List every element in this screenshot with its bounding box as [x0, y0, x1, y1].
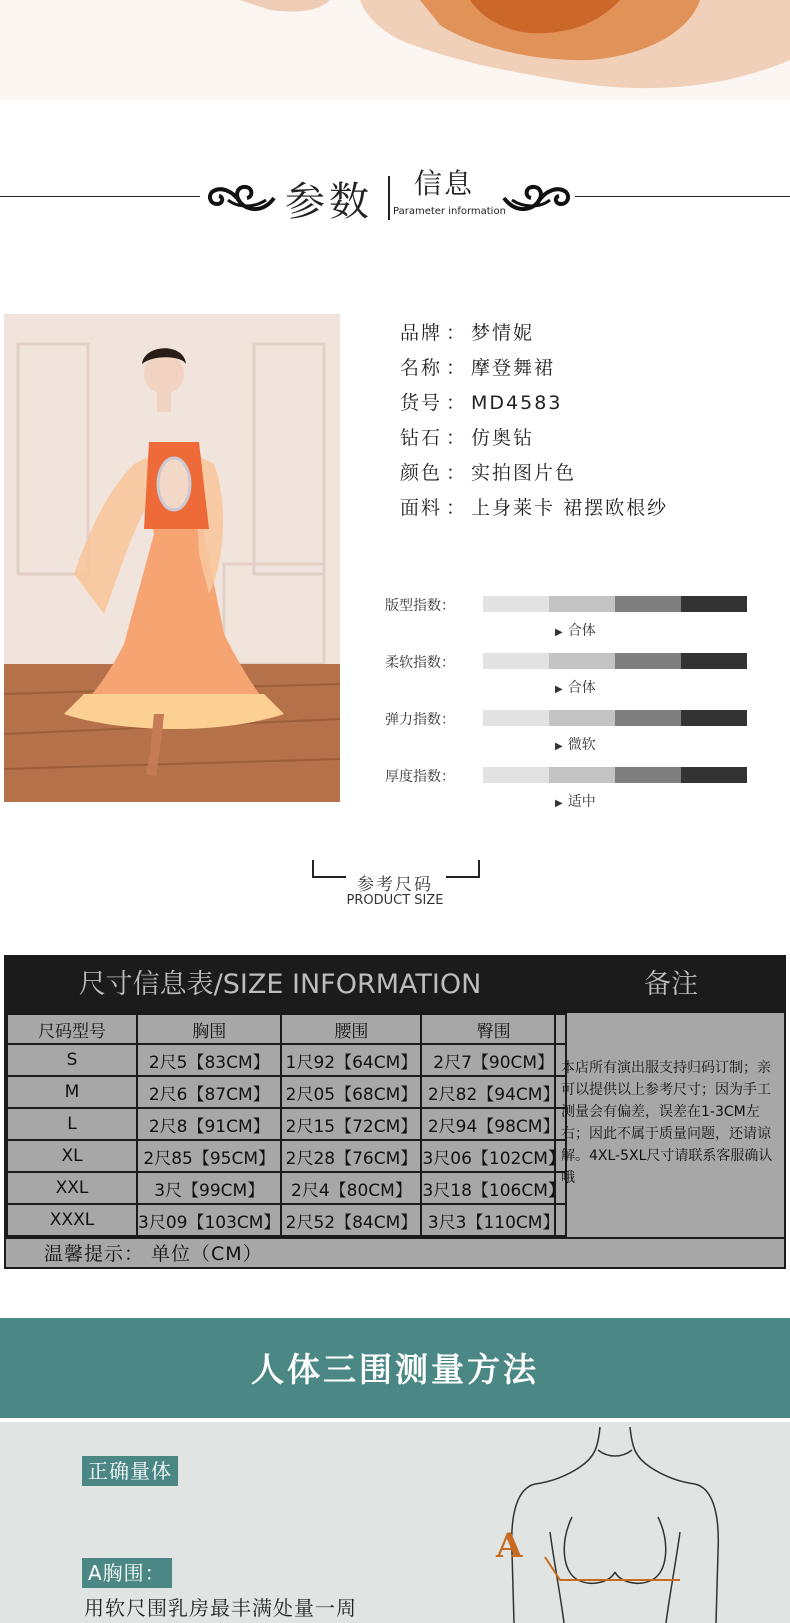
scale-segment-2 [549, 653, 615, 669]
header-divider [388, 176, 390, 220]
cell-waist: 2尺05【68CM】 [281, 1076, 421, 1108]
cell-bust: 2尺6【87CM】 [137, 1076, 281, 1108]
spec-row-brand [400, 316, 668, 351]
cell-size: L [7, 1108, 137, 1140]
column-header-hip: 臀围 [421, 1014, 565, 1044]
spec-list [400, 316, 668, 526]
unit-tip: 温馨提示： 单位（CM） [44, 1243, 263, 1265]
spec-label: 颜色 [400, 462, 443, 484]
spec-separator: ： [446, 497, 468, 519]
body-outline-figure [480, 1422, 790, 1623]
column-header-size: 尺码型号 [7, 1014, 137, 1044]
index-value-text: 微软 [567, 737, 596, 753]
product-size-title-en: PRODUCT SIZE [346, 893, 444, 908]
index-scale-bar [483, 596, 747, 612]
index-scale-bar [483, 653, 747, 669]
header-title-cn-big: 参数 [285, 179, 373, 225]
index-value [555, 620, 596, 640]
scale-segment-1 [483, 767, 549, 783]
cell-hip: 2尺7【90CM】 [421, 1044, 565, 1076]
cell-bust: 2尺5【83CM】 [137, 1044, 281, 1076]
swirl-ornament-right-icon [500, 178, 570, 214]
scale-segment-3 [615, 653, 681, 669]
header-title-cn-small: 信息 [414, 167, 475, 200]
spec-separator: ： [446, 427, 468, 449]
table-row [7, 1108, 566, 1140]
spec-separator: ： [446, 357, 468, 379]
scale-segment-2 [549, 710, 615, 726]
dancer-dress-image [4, 314, 340, 802]
index-label: 柔软指数： [385, 655, 455, 671]
scale-segment-4 [681, 710, 747, 726]
cell-waist: 2尺52【84CM】 [281, 1204, 421, 1236]
cell-waist: 1尺92【64CM】 [281, 1044, 421, 1076]
scale-segment-1 [483, 710, 549, 726]
spec-value: 上身莱卡 裙摆欧根纱 [471, 497, 669, 519]
spec-label: 货号 [400, 392, 443, 414]
spec-value: 梦情妮 [471, 322, 535, 344]
table-row [7, 1044, 566, 1076]
index-label: 弹力指数： [385, 712, 455, 728]
index-value [555, 791, 596, 811]
spec-value: MD4583 [471, 392, 563, 414]
spec-label: 品牌 [400, 322, 443, 344]
measure-section [0, 1422, 790, 1623]
spec-row-item-number [400, 386, 668, 421]
table-row [7, 1140, 566, 1172]
pointer-triangle-icon: ▶ [555, 684, 563, 695]
measure-banner-title: 人体三围测量方法 [0, 1318, 790, 1418]
pointer-triangle-icon: ▶ [555, 627, 563, 638]
index-value-text: 适中 [567, 794, 596, 810]
table-header-row [7, 1014, 566, 1044]
cell-waist: 2尺28【76CM】 [281, 1140, 421, 1172]
cell-waist: 2尺15【72CM】 [281, 1108, 421, 1140]
size-table [6, 1013, 567, 1237]
spec-label: 面料 [400, 497, 443, 519]
spec-row-name [400, 351, 668, 386]
index-label: 厚度指数： [385, 769, 455, 785]
spec-row-fabric [400, 491, 668, 526]
cell-hip: 3尺06【102CM】 [421, 1140, 565, 1172]
cell-size: XXXL [7, 1204, 137, 1236]
scale-segment-1 [483, 653, 549, 669]
spec-value: 实拍图片色 [471, 462, 577, 484]
index-value [555, 734, 596, 754]
cell-hip: 3尺18【106CM】 [421, 1172, 565, 1204]
scale-segment-4 [681, 767, 747, 783]
size-table-panel [4, 955, 786, 1269]
cell-bust: 3尺09【103CM】 [137, 1204, 281, 1236]
top-banner-image [0, 0, 790, 100]
scale-segment-4 [681, 653, 747, 669]
index-value [555, 677, 596, 697]
cell-bust: 2尺8【91CM】 [137, 1108, 281, 1140]
index-scale-bar [483, 710, 747, 726]
size-table-title: 尺寸信息表/SIZE INFORMATION [6, 957, 554, 1013]
spec-row-color [400, 456, 668, 491]
brush-stroke-graphic [0, 0, 790, 100]
cell-hip: 3尺3【110CM】 [421, 1204, 565, 1236]
spec-label: 名称 [400, 357, 443, 379]
scale-segment-2 [549, 596, 615, 612]
pointer-triangle-icon: ▶ [555, 741, 563, 752]
spec-separator: ： [446, 322, 468, 344]
parameter-header [0, 160, 790, 230]
table-row [7, 1204, 566, 1236]
spec-separator: ： [446, 462, 468, 484]
scale-segment-1 [483, 596, 549, 612]
column-header-bust: 胸围 [137, 1014, 281, 1044]
header-title-en: Parameter information [393, 206, 506, 217]
cell-bust: 2尺85【95CM】 [137, 1140, 281, 1172]
header-rule-left [0, 196, 200, 197]
spec-row-rhinestone [400, 421, 668, 456]
index-scale-bar [483, 767, 747, 783]
scale-segment-3 [615, 596, 681, 612]
cell-size: M [7, 1076, 137, 1108]
correct-measure-tag: 正确量体 [82, 1456, 178, 1486]
header-rule-right [575, 196, 790, 197]
product-size-title-cn: 参考尺码 [357, 875, 433, 895]
cell-size: S [7, 1044, 137, 1076]
spec-label: 钻石 [400, 427, 443, 449]
cell-bust: 3尺【99CM】 [137, 1172, 281, 1204]
table-row [7, 1076, 566, 1108]
index-value-text: 合体 [567, 680, 596, 696]
index-label: 版型指数： [385, 598, 455, 614]
cell-hip: 2尺94【98CM】 [421, 1108, 565, 1140]
scale-segment-3 [615, 710, 681, 726]
cell-size: XXL [7, 1172, 137, 1204]
spec-value: 摩登舞裙 [471, 357, 556, 379]
table-row [7, 1172, 566, 1204]
index-value-text: 合体 [567, 623, 596, 639]
product-size-header [0, 860, 790, 910]
cell-hip: 2尺82【94CM】 [421, 1076, 565, 1108]
column-header-waist: 腰围 [281, 1014, 421, 1044]
spec-value: 仿奥钻 [471, 427, 535, 449]
figure-label-a: A [496, 1526, 523, 1566]
note-text: 本店所有演出服支持归码订制；亲可以提供以上参考尺寸；因为手工测量会有偏差，误差在1-3CM左右；因此不属于质量问题，还请谅解。4XL-5XL尺寸请联系客服确认哦 [561, 1060, 773, 1186]
scale-segment-2 [549, 767, 615, 783]
bust-tag: A胸围： [82, 1558, 172, 1588]
bust-measure-description: 用软尺围乳房最丰满处量一周 [84, 1596, 357, 1620]
spec-separator: ： [446, 392, 468, 414]
scale-segment-4 [681, 596, 747, 612]
swirl-ornament-left-icon [208, 178, 278, 214]
scale-segment-3 [615, 767, 681, 783]
note-title: 备注 [556, 957, 786, 1013]
pointer-triangle-icon: ▶ [555, 798, 563, 809]
product-photo [4, 314, 340, 802]
cell-size: XL [7, 1140, 137, 1172]
cell-waist: 2尺4【80CM】 [281, 1172, 421, 1204]
